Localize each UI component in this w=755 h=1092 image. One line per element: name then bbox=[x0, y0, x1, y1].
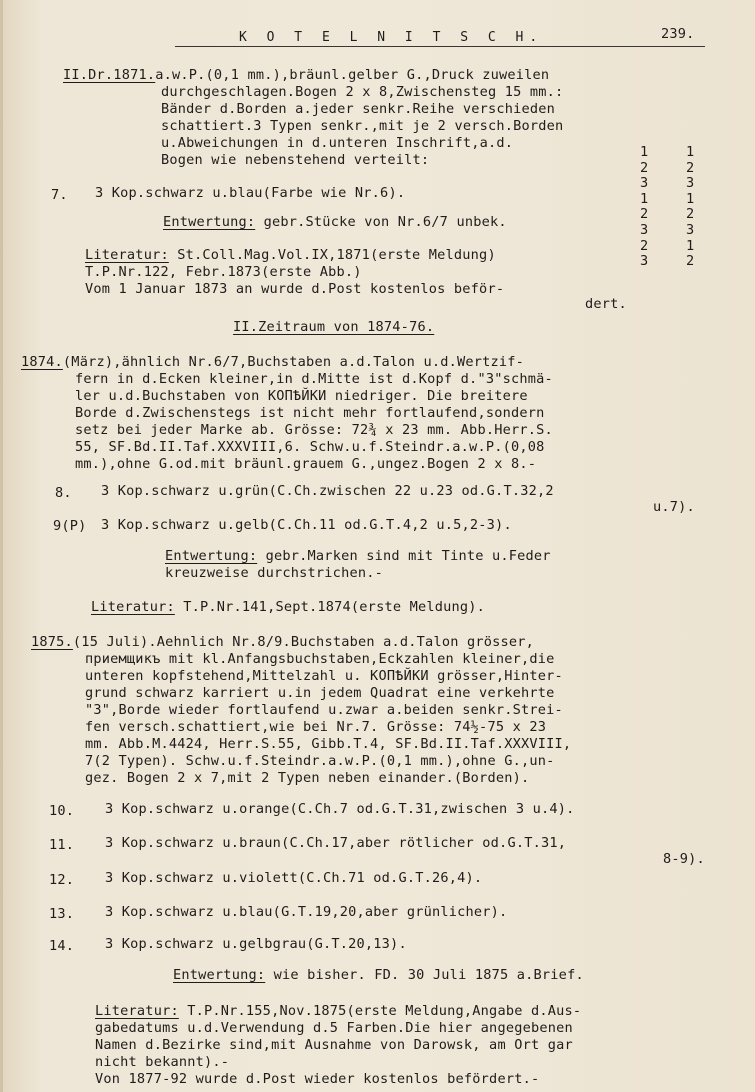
item-9-number: 9(P) bbox=[53, 518, 87, 534]
item-8-continuation: u.7). bbox=[653, 499, 695, 515]
literature-1874-text: T.P.Nr.141,Sept.1874(erste Meldung). bbox=[174, 599, 486, 615]
item-12-text: 3 Kop.schwarz u.violett(C.Ch.71 od.G.T.26,4). bbox=[105, 870, 483, 886]
header-rule bbox=[175, 46, 705, 47]
item-9-text: 3 Kop.schwarz u.gelb(C.Ch.11 od.G.T.4,2 u.5,2-3). bbox=[101, 517, 512, 533]
item-10-number: 10. bbox=[49, 803, 75, 819]
item-8-text: 3 Kop.schwarz u.grün(C.Ch.zwischen 22 u.23 od.G.T.32,2 bbox=[101, 483, 554, 499]
section-1875-line4: grund schwarz karriert u.in jedem Quadrat eine verkehrte bbox=[85, 685, 555, 701]
cancellation-1874-label: Entwertung: bbox=[165, 548, 258, 564]
section-1875-label: 1875. bbox=[31, 634, 73, 650]
item-14-text: 3 Kop.schwarz u.gelbgrau(G.T.20,13). bbox=[105, 936, 407, 952]
literature-1875-line2: gabedatums u.d.Verwendung d.5 Farben.Die hier angegebenen bbox=[95, 1020, 573, 1036]
cancellation-1874-line1 bbox=[165, 548, 551, 564]
section-1874-line2: fern in d.Ecken kleiner,in d.Mitte ist d.Kopf d."3"schmä- bbox=[75, 371, 553, 387]
section-1874-line1 bbox=[21, 354, 524, 370]
literature-1871-line2: T.P.Nr.122, Febr.1873(erste Abb.) bbox=[85, 264, 362, 280]
section-1874-text: (März),ähnlich Nr.6/7,Buchstaben a.d.Talon u.d.Wertzif- bbox=[62, 354, 525, 370]
literature-1875-line3: Namen d.Bezirke sind,mit Ausnahme von Darowsk, am Ort gar bbox=[95, 1037, 573, 1053]
page-header-title: K O T E L N I T S C H. bbox=[239, 30, 544, 45]
section-1875-line2: приемщикъ mit kl.Anfangsbuchstaben,Eckzahlen kleiner,die bbox=[85, 651, 555, 667]
literature-1875-label: Literatur: bbox=[95, 1003, 179, 1019]
literature-1875-text: T.P.Nr.155,Nov.1875(erste Meldung,Angabe d.Aus- bbox=[178, 1003, 582, 1019]
section-1871-line3: Bänder d.Borden a.jeder senkr.Reihe verschieden bbox=[161, 101, 556, 117]
literature-1874 bbox=[91, 599, 485, 615]
literature-label: Literatur: bbox=[85, 247, 169, 263]
literature-text: St.Coll.Mag.Vol.IX,1871(erste Meldung) bbox=[168, 247, 496, 263]
section-1874-line5: setz bei jeder Marke ab. Grösse: 72¾ x 23 mm. Abb.Herr.S. bbox=[75, 422, 553, 438]
item-8-number: 8. bbox=[55, 485, 72, 501]
section-1871-first-line bbox=[63, 67, 549, 83]
sheet-layout-col1: 1 2 3 1 2 3 2 3 bbox=[640, 144, 649, 270]
literature-1874-label: Literatur: bbox=[91, 599, 175, 615]
section-1874-line7: mm.),ohne G.od.mit bräunl.grauem G.,ungez.Bogen 2 x 8.- bbox=[75, 456, 537, 472]
item-11-number: 11. bbox=[49, 837, 75, 853]
section-1875-line1 bbox=[31, 634, 534, 650]
cancellation-text: gebr.Stücke von Nr.6/7 unbek. bbox=[255, 214, 507, 230]
section-1875-text: (15 Juli).Aehnlich Nr.8/9.Buchstaben a.d.Talon grösser, bbox=[72, 634, 535, 650]
page-number: 239. bbox=[661, 26, 695, 42]
section-1875-line3: unteren kopfstehend,Mittelzahl u. КОПѢЙКИ grösser,Hinter- bbox=[85, 668, 563, 684]
section-1874-line4: Borde d.Zwischenstegs ist nicht mehr fortlaufend,sondern bbox=[75, 405, 545, 421]
cancellation-1874-line2: kreuzweise durchstrichen.- bbox=[165, 565, 383, 581]
cancellation-label: Entwertung: bbox=[163, 214, 256, 230]
item-10-text: 3 Kop.schwarz u.orange(C.Ch.7 od.G.T.31,zwischen 3 u.4). bbox=[105, 801, 575, 817]
section-1871-line5: u.Abweichungen in d.unteren Inschrift,a.d. bbox=[161, 135, 514, 151]
section-1871-line6: Bogen wie nebenstehend verteilt: bbox=[161, 152, 430, 168]
period-heading: II.Zeitraum von 1874-76. bbox=[233, 319, 435, 335]
cancellation-1875-text: wie bisher. FD. 30 Juli 1875 a.Brief. bbox=[265, 967, 584, 983]
cancellation-1875-label: Entwertung: bbox=[173, 967, 266, 983]
item-11-continuation: 8-9). bbox=[663, 851, 705, 867]
item-7-text: 3 Kop.schwarz u.blau(Farbe wie Nr.6). bbox=[95, 185, 406, 201]
section-1874-label: 1874. bbox=[21, 354, 63, 370]
item-7-number: 7. bbox=[51, 187, 68, 203]
literature-1871-line4: dert. bbox=[585, 296, 627, 312]
item-13-number: 13. bbox=[49, 906, 75, 922]
section-1874-line3: ler u.d.Buchstaben von КОПѢЙКИ niedriger. Die breitere bbox=[75, 388, 528, 404]
section-1871-line2: durchgeschlagen.Bogen 2 x 8,Zwischensteg 15 mm.: bbox=[161, 84, 564, 100]
section-1871-line1: a.w.P.(0,1 mm.),bräunl.gelber G.,Druck zuweilen bbox=[155, 67, 550, 83]
item-11-text: 3 Kop.schwarz u.braun(C.Ch.17,aber rötlicher od.G.T.31, bbox=[105, 835, 567, 851]
section-1874-line6: 55, SF.Bd.II.Taf.XXXVIII,6. Schw.u.f.Steindr.a.w.P.(0,08 bbox=[75, 439, 545, 455]
item-14-number: 14. bbox=[49, 938, 75, 954]
literature-1875-line5: Von 1877-92 wurde d.Post wieder kostenlos befördert.- bbox=[95, 1071, 540, 1087]
literature-1871-line1 bbox=[85, 247, 496, 263]
item-13-text: 3 Kop.schwarz u.blau(G.T.19,20,aber grünlicher). bbox=[105, 904, 508, 920]
item-12-number: 12. bbox=[49, 872, 75, 888]
section-1875-line8: 7(2 Typen). Schw.u.f.Steindr.a.w.P.(0,1 mm.),ohne G.,un- bbox=[85, 753, 555, 769]
cancellation-1871 bbox=[163, 214, 507, 230]
literature-1871-line3: Vom 1 Januar 1873 an wurde d.Post kostenlos beför- bbox=[85, 281, 505, 297]
literature-1875-line1 bbox=[95, 1003, 581, 1019]
section-1875-line7: mm. Abb.M.4424, Herr.S.55, Gibb.T.4, SF.Bd.II.Taf.XXXVIII, bbox=[85, 736, 572, 752]
section-1875-line9: gez. Bogen 2 x 7,mit 2 Typen neben einander.(Borden). bbox=[85, 770, 530, 786]
cancellation-1874-text: gebr.Marken sind mit Tinte u.Feder bbox=[257, 548, 551, 564]
cancellation-1875 bbox=[173, 967, 584, 983]
section-1871-line4: schattiert.3 Typen senkr.,mit je 2 versch.Borden bbox=[161, 118, 564, 134]
section-1875-line5: "3",Borde wieder fortlaufend u.zwar a.beiden senkr.Strei- bbox=[85, 702, 563, 718]
section-1875-line6: fen versch.schattiert,wie bei Nr.7. Grösse: 74½-75 x 23 bbox=[85, 719, 547, 735]
section-1871-label: II.Dr.1871. bbox=[63, 67, 156, 83]
sheet-layout-col2: 1 2 3 1 2 3 1 2 bbox=[686, 144, 695, 270]
literature-1875-line4: nicht bekannt).- bbox=[95, 1054, 230, 1070]
